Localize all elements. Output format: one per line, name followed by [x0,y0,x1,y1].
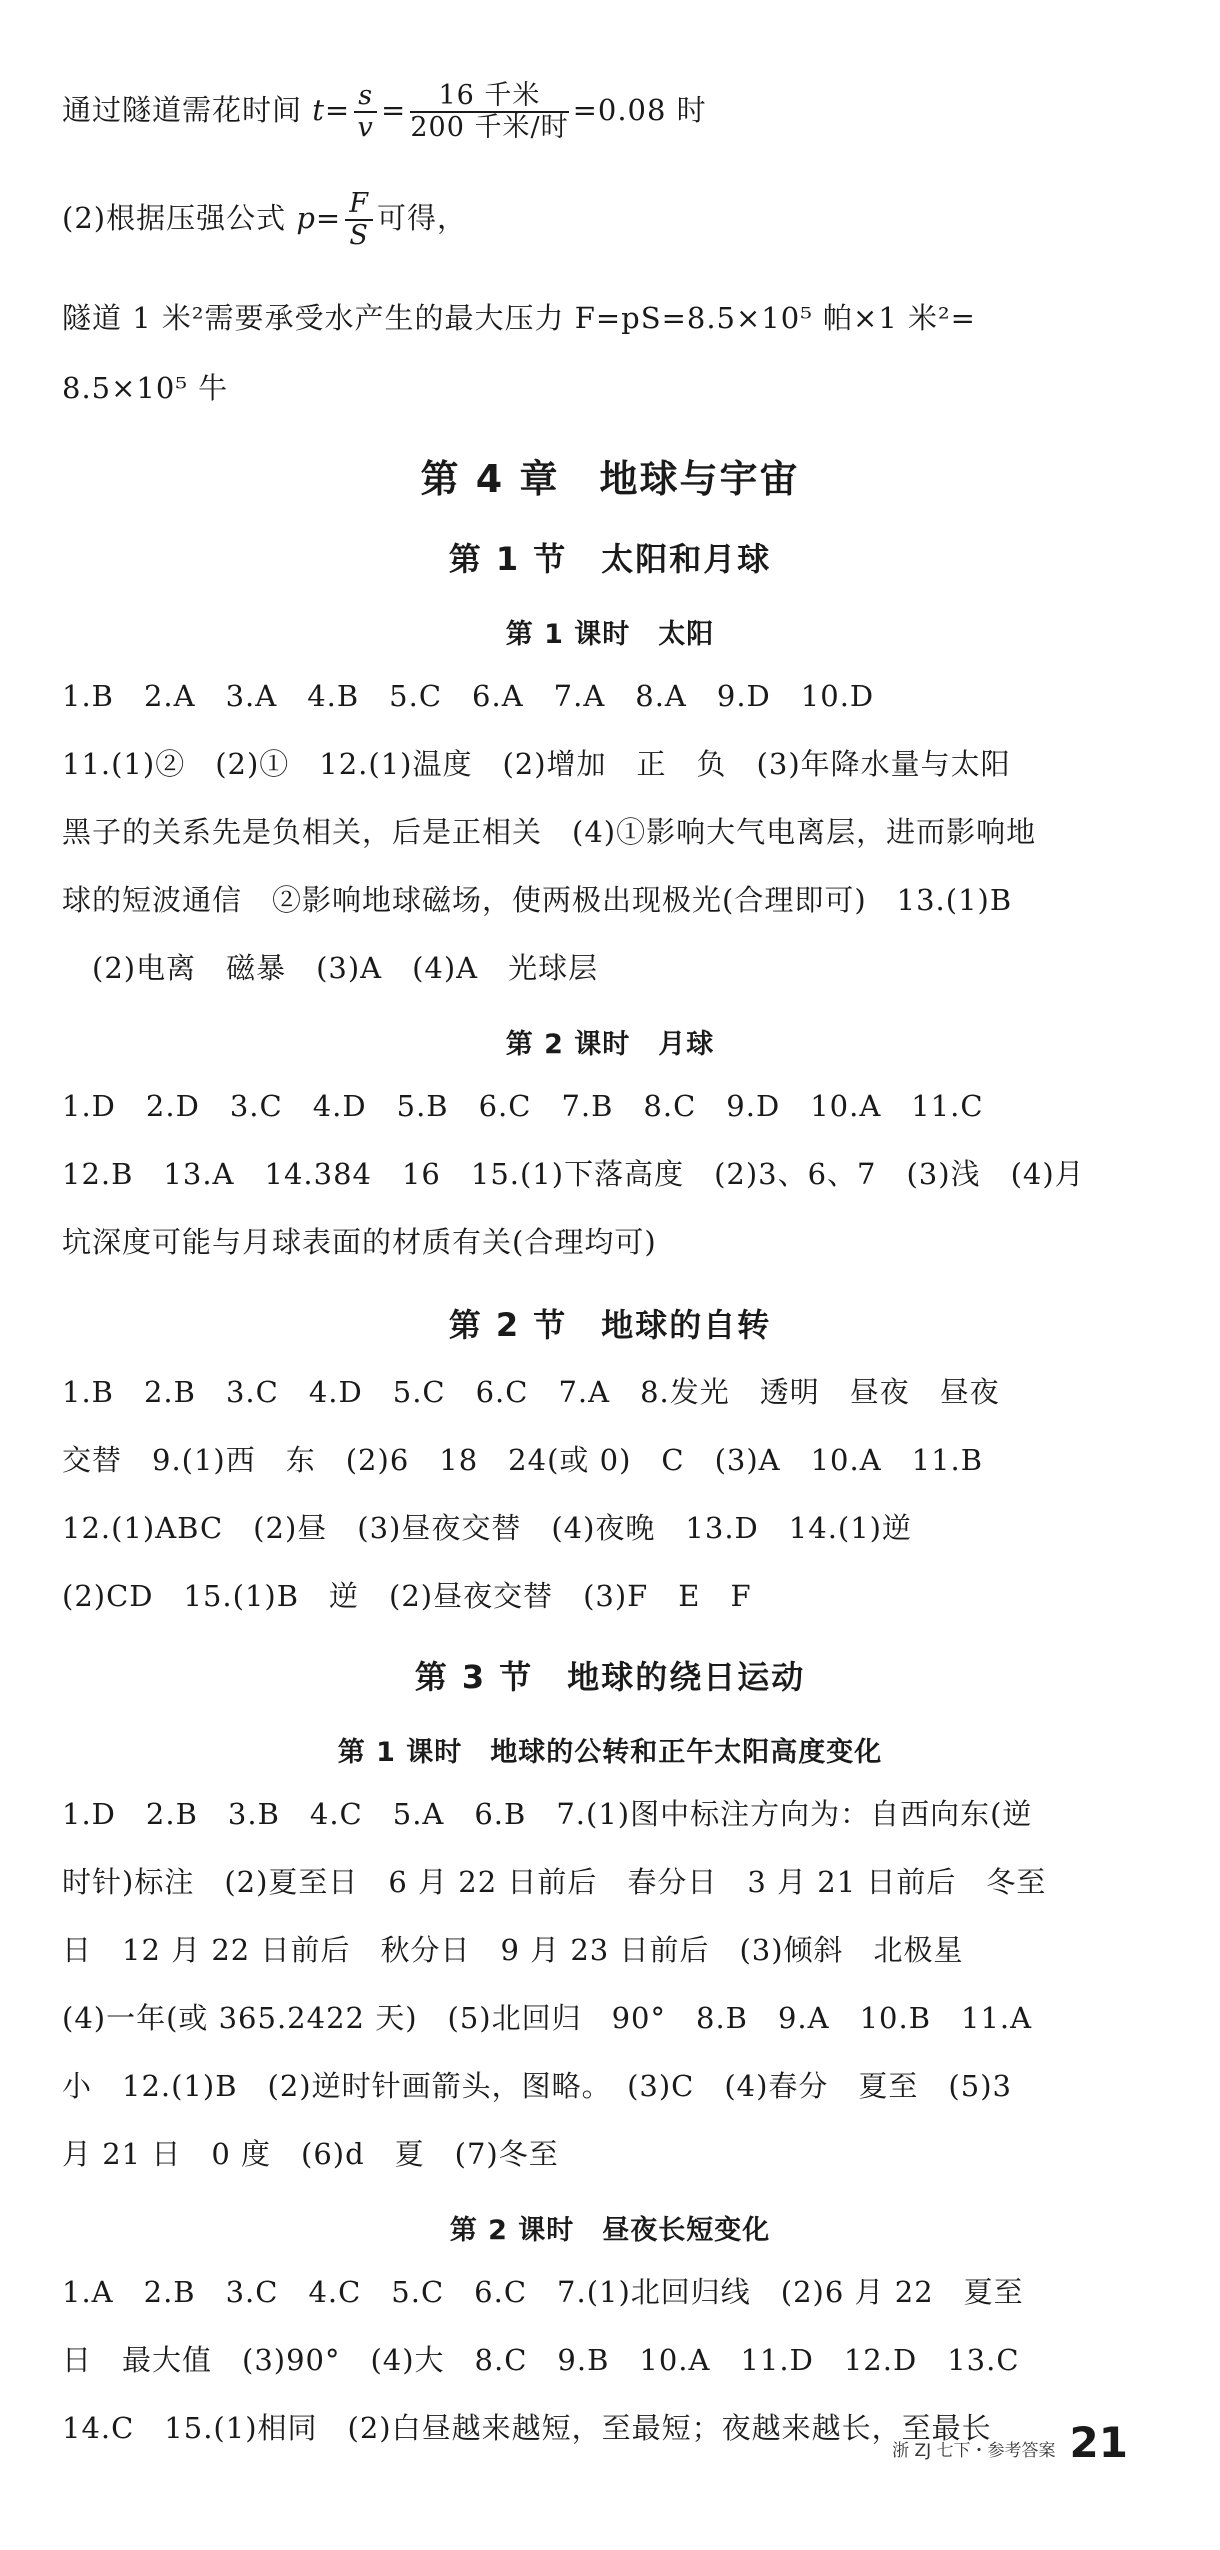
answer-line: 小 12.(1)B (2)逆时针画箭头，图略。 (3)C (4)春分 夏至 (5)3 [62,2069,1012,2103]
answer-line: 14.C 15.(1)相同 (2)白昼越来越短，至最短；夜越来越长，至最长 [62,2411,992,2445]
answer-line: 1.D 2.B 3.B 4.C 5.A 6.B 7.(1)图中标注方向为：自西向东(逆 [62,1797,1033,1831]
answer-line: 黑子的关系先是负相关，后是正相关 (4)①影响大气电离层，进而影响地 [62,815,1037,849]
formula-line-pressure [62,186,1130,250]
lesson-title: 第 2 课时 月球 [505,1029,715,1060]
numerator: 16 千米 [410,81,568,113]
page-number: 21 [1069,2418,1128,2467]
answer-line: 12.(1)ABC (2)昼 (3)昼夜交替 (4)夜晚 13.D 14.(1)逆 [62,1511,912,1545]
text: 通过隧道需花时间 [62,93,313,127]
fraction-s-over-v [354,81,377,143]
answer-line: 日 最大值 (3)90° (4)大 8.C 9.B 10.A 11.D 12.D 13.C [62,2343,1020,2377]
numerator: s [354,81,377,113]
answer-line: 月 21 日 0 度 (6)d 夏 (7)冬至 [62,2137,559,2171]
answer-line: 坑深度可能与月球表面的材质有关(合理均可) [62,1225,657,1259]
fraction-f-over-s [345,189,373,251]
formula-line-time [62,78,1130,142]
text: (2)根据压强公式 [62,201,297,235]
lesson-title: 第 2 课时 昼夜长短变化 [449,2215,771,2246]
var-p: p [296,201,316,235]
answer-line: 1.A 2.B 3.C 4.C 5.C 6.C 7.(1)北回归线 (2)6 月 22 夏至 [62,2275,1024,2309]
answer-line: 1.B 2.A 3.A 4.B 5.C 6.A 7.A 8.A 9.D 10.D [62,679,875,713]
fraction-distance-over-speed [410,81,568,143]
denominator: 200 千米/时 [410,112,569,143]
answer-line: (2)电离 磁暴 (3)A (4)A 光球层 [62,951,599,985]
answer-line: 交替 9.(1)西 东 (2)6 18 24(或 0) C (3)A 10.A 11.B [62,1443,984,1477]
answer-line: 球的短波通信 ②影响地球磁场，使两极出现极光(合理即可) 13.(1)B [62,883,1013,917]
eq: = [324,93,351,127]
section-title: 第 2 节 地球的自转 [448,1306,772,1344]
chapter-title: 第 4 章 地球与宇宙 [420,457,800,501]
eq: = [381,93,407,127]
answer-line: 1.B 2.B 3.C 4.D 5.C 6.C 7.A 8.发光 透明 昼夜 昼夜 [62,1375,1000,1409]
answer-line: (2)CD 15.(1)B 逆 (2)昼夜交替 (3)F E F [62,1579,752,1613]
section-title: 第 3 节 地球的绕日运动 [414,1658,806,1696]
var-t: t [312,93,325,127]
result: =0.08 时 [572,93,707,127]
text-line: 8.5×10⁵ 牛 [62,371,229,405]
eq: = [315,201,342,235]
answer-line: 12.B 13.A 14.384 16 15.(1)下落高度 (2)3、6、7 (3)浅 (4)月 [62,1157,1085,1191]
text: 可得， [376,201,467,235]
answer-line: 11.(1)② (2)① 12.(1)温度 (2)增加 正 负 (3)年降水量与太阳 [62,747,1011,781]
section-title: 第 1 节 太阳和月球 [448,540,772,578]
page-footer [892,2418,1128,2467]
answer-line: 时针)标注 (2)夏至日 6 月 22 日前后 春分日 3 月 21 日前后 冬至 [62,1865,1047,1899]
answer-line: 日 12 月 22 日前后 秋分日 9 月 23 日前后 (3)倾斜 北极星 [62,1933,964,1967]
text-line: 隧道 1 米²需要承受水产生的最大压力 F=pS=8.5×10⁵ 帕×1 米²= [62,301,976,335]
numerator: F [345,189,373,221]
lesson-title: 第 1 课时 太阳 [505,619,715,650]
footer-label: 浙 ZJ 七下・参考答案 [892,2441,1056,2461]
denominator: S [349,220,369,251]
lesson-title: 第 1 课时 地球的公转和正午太阳高度变化 [337,1737,883,1768]
answer-line: (4)一年(或 365.2422 天) (5)北回归 90° 8.B 9.A 10.B 11.A [62,2001,1033,2035]
answer-line: 1.D 2.D 3.C 4.D 5.B 6.C 7.B 8.C 9.D 10.A 11.C [62,1089,984,1123]
denominator: v [357,112,374,143]
